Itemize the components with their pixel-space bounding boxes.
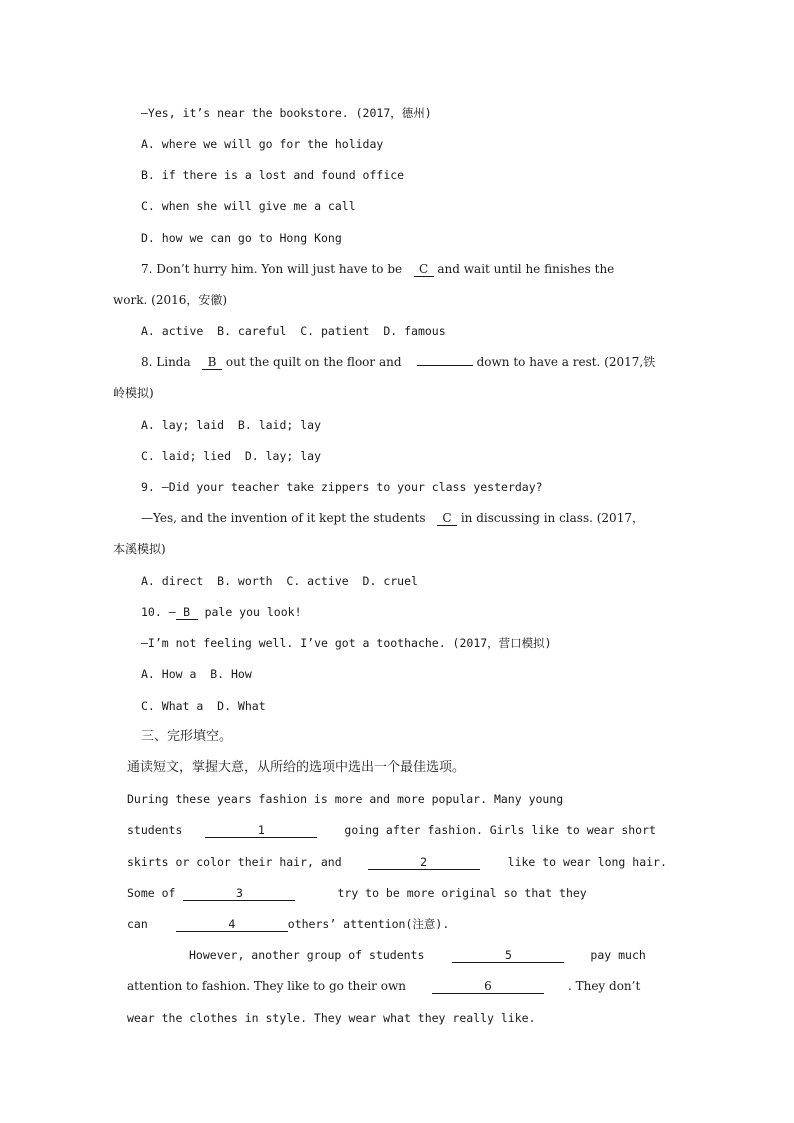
- q8-stem-mid: out the quilt on the floor and: [225, 355, 402, 369]
- cloze-blank-1: 1: [205, 823, 317, 838]
- cloze-blank-6: 6: [432, 979, 544, 994]
- q7-answer-blank: C: [414, 262, 434, 277]
- passage-line-6: [189, 947, 646, 963]
- passage-line-7: [127, 978, 640, 994]
- section-3-heading: 三、完形填空。: [141, 729, 233, 744]
- q9-stem: —Yes, and the invention of it kept the students: [141, 511, 426, 525]
- passage-line-5: [127, 916, 449, 932]
- q7-options: A. active B. careful C. patient D. famous: [141, 324, 446, 338]
- passage-text: . They don’t: [567, 979, 641, 993]
- passage-line-3: [127, 854, 667, 870]
- passage-line-1: During these years fashion is more and more popular. Many young: [127, 792, 564, 806]
- passage-text: attention to fashion. They like to go their own: [127, 979, 406, 993]
- q10-stem: 10. —: [141, 605, 176, 619]
- option-d: D. how we can go to Hong Kong: [141, 231, 342, 245]
- passage-text: try to be more original so that they: [337, 886, 587, 900]
- option-c: C. when she will give me a call: [141, 199, 356, 213]
- q10-stem-end: pale you look!: [204, 605, 302, 619]
- passage-line-8: wear the clothes in style. They wear what they really like.: [127, 1011, 536, 1025]
- q10-options-2: C. What a D. What: [141, 699, 266, 713]
- passage-text: others’ attention(注意).: [287, 917, 450, 931]
- passage-text: can: [127, 917, 148, 931]
- passage-text: pay much: [590, 948, 646, 962]
- passage-line-2: [127, 822, 656, 838]
- question-9: 9. —Did your teacher take zippers to your class yesterday?: [141, 480, 543, 494]
- q9-source: 本溪模拟): [113, 542, 166, 556]
- passage-line-4: [127, 885, 587, 901]
- cloze-instruction: 通读短文，掌握大意，从所给的选项中选出一个最佳选项。: [127, 760, 466, 775]
- q10-answer-blank: B: [176, 605, 198, 620]
- cloze-blank-4: 4: [176, 917, 288, 932]
- q8-answer-blank: B: [202, 355, 222, 370]
- q8-second-blank: [417, 365, 473, 366]
- passage-text: Some of: [127, 886, 176, 900]
- cloze-blank-5: 5: [452, 948, 564, 963]
- question-8: [141, 354, 655, 370]
- passage-text: However, another group of students: [189, 948, 425, 962]
- q7-source: work. (2016，安徽): [113, 293, 228, 307]
- q10-options-1: A. How a B. How: [141, 667, 252, 681]
- q8-options-1: A. lay; laid B. laid; lay: [141, 418, 322, 432]
- cloze-blank-2: 2: [368, 855, 480, 870]
- passage-text: skirts or color their hair, and: [127, 855, 342, 869]
- option-b: B. if there is a lost and found office: [141, 168, 405, 182]
- q9-answer-line: [141, 510, 644, 526]
- q9-answer-blank: C: [437, 511, 457, 526]
- question-7: [141, 261, 614, 277]
- cloze-blank-3: 3: [183, 886, 295, 901]
- q9-stem-end: in discussing in class. (2017，: [460, 511, 644, 525]
- q8-stem: 8. Linda: [141, 355, 191, 369]
- q9-options: A. direct B. worth C. active D. cruel: [141, 574, 418, 588]
- q8-stem-end: down to have a rest. (2017,铁: [476, 355, 656, 369]
- option-a: A. where we will go for the holiday: [141, 137, 384, 151]
- q8-source: 岭模拟): [113, 386, 154, 400]
- answer-line-bookstore: —Yes, it’s near the bookstore. (2017，德州): [141, 106, 432, 120]
- question-10: [141, 604, 302, 620]
- q8-options-2: C. laid; lied D. lay; lay: [141, 449, 322, 463]
- passage-text: students: [127, 823, 183, 837]
- q10-reply: —I’m not feeling well. I’ve got a toothache. (2017，营口模拟): [141, 636, 552, 650]
- passage-text: like to wear long hair.: [507, 855, 667, 869]
- q7-stem-end: and wait until he finishes the: [437, 262, 615, 276]
- q7-stem: 7. Don’t hurry him. Yon will just have to be: [141, 262, 403, 276]
- passage-text: going after fashion. Girls like to wear short: [344, 823, 656, 837]
